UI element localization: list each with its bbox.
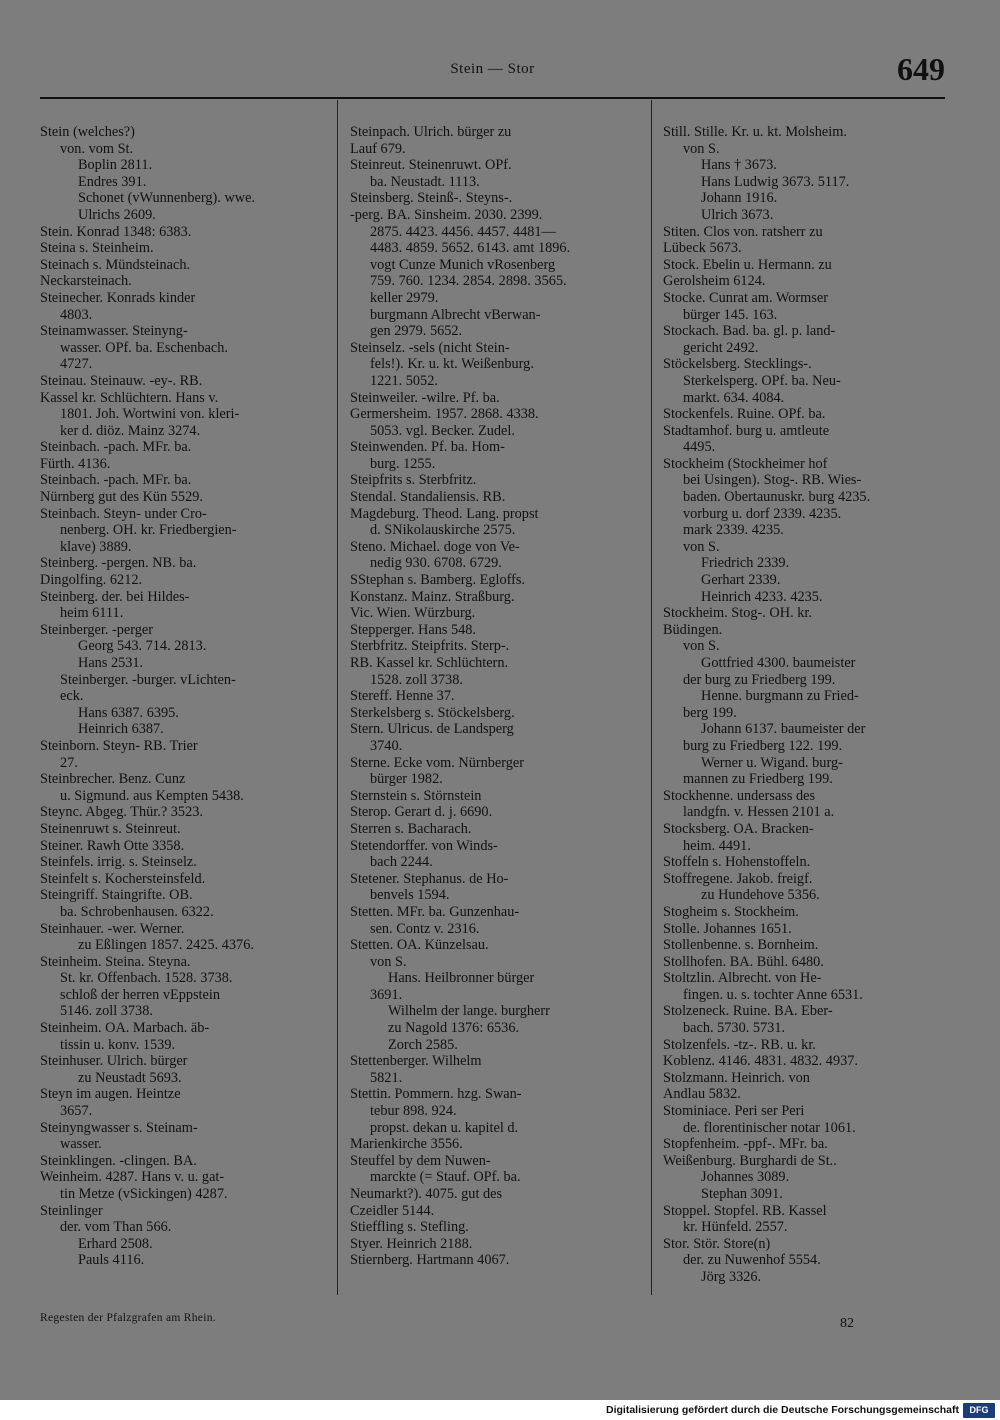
index-line: Steinenruwt s. Steinreut. [40, 820, 181, 837]
index-line: Heinrich 6387. [78, 721, 164, 738]
index-line: bei Usingen). Stog-. RB. Wies- [683, 472, 862, 489]
signature-mark: 82 [840, 1316, 854, 1331]
index-line: baden. Obertaunuskr. burg 4235. [683, 489, 871, 506]
index-line: 2875. 4423. 4456. 4457. 4481— [370, 223, 556, 240]
index-line: 1801. Joh. Wortwini von. kleri- [60, 406, 240, 423]
index-line: Stetten. OA. Künzelsau. [350, 937, 489, 954]
index-line: Johannes 3089. [701, 1169, 790, 1186]
index-line: Steinach s. Mündsteinach. [40, 256, 191, 273]
index-line: Endres 391. [78, 173, 147, 190]
index-line: Friedrich 2339. [701, 555, 790, 572]
index-line: 5821. [370, 1069, 403, 1086]
index-line: 759. 760. 1234. 2854. 2898. 3565. [370, 273, 567, 290]
index-line: Stetener. Stephanus. de Ho- [350, 870, 509, 887]
index-line: Gottfried 4300. baumeister [701, 655, 856, 671]
index-line: Styer. Heinrich 2188. [350, 1235, 473, 1252]
index-line: Boplin 2811. [78, 157, 153, 174]
index-line: Steinheim. Steina. Steyna. [40, 953, 191, 970]
index-line: Stocke. Cunrat am. Wormser [663, 289, 828, 306]
index-line: Stocksberg. OA. Bracken- [663, 820, 814, 837]
index-line: Ulrich 3673. [701, 206, 774, 223]
index-column-1 [40, 124, 323, 1269]
index-line: Germersheim. 1957. 2868. 4338. [350, 406, 539, 423]
credit-text: Digitalisierung gefördert durch die Deutsche Forschungsgemeinschaft [606, 1404, 959, 1416]
index-line: marckte (= Stauf. OPf. ba. [370, 1169, 521, 1186]
page-header [40, 51, 945, 95]
index-line: Steina s. Steinheim. [40, 240, 154, 257]
index-line: Steuffel by dem Nuwen- [350, 1152, 491, 1169]
index-line: Magdeburg. Theod. Lang. propst [350, 505, 539, 522]
index-line: 4483. 4859. 5652. 6143. amt 1896. [370, 240, 571, 257]
index-line: Wilhelm der lange. burgherr [388, 1003, 550, 1020]
index-line: Johann 1916. [701, 190, 778, 207]
index-line: Stettenberger. Wilhelm [350, 1053, 482, 1070]
index-line: Stieffling s. Stefling. [350, 1219, 469, 1236]
index-line: heim 6111. [60, 605, 124, 622]
footer-credit [600, 1403, 995, 1419]
index-line: der burg zu Friedberg 199. [683, 671, 836, 688]
index-line: Stern. Ulricus. de Landsperg [350, 721, 514, 738]
index-line: Dingolfing. 6212. [40, 572, 143, 589]
index-line: Steinfelt s. Kochersteinsfeld. [40, 870, 206, 887]
index-line: nedig 930. 6708. 6729. [370, 555, 502, 572]
index-line: Pauls 4116. [78, 1252, 145, 1269]
index-line: d. SNikolauskirche 2575. [370, 522, 516, 539]
index-column-3 [663, 124, 946, 1286]
index-line: fingen. u. s. tochter Anne 6531. [683, 986, 863, 1003]
index-line: -perg. BA. Sinsheim. 2030. 2399. [350, 206, 543, 223]
index-line: mannen zu Friedberg 199. [683, 771, 833, 788]
index-line: ker d. diöz. Mainz 3274. [60, 422, 201, 439]
index-line: de. florentinischer notar 1061. [683, 1119, 856, 1136]
index-line: Steinberg. der. bei Hildes- [40, 588, 190, 605]
dfg-logo-icon: DFG [963, 1403, 995, 1418]
index-line: Sterop. Gerart d. j. 6690. [350, 804, 493, 821]
index-line: Sterne. Ecke vom. Nürnberger [350, 754, 525, 771]
index-line: Steinecher. Konrads kinder [40, 289, 196, 306]
index-line: Stiernberg. Hartmann 4067. [350, 1252, 510, 1269]
index-line: Stominiace. Peri ser Peri [663, 1103, 805, 1120]
index-line: 1528. zoll 3738. [370, 671, 463, 688]
index-line: zu Eßlingen 1857. 2425. 4376. [78, 937, 254, 954]
index-line: Stor. Stör. Store(n) [663, 1235, 771, 1252]
index-line: Marienkirche 3556. [350, 1136, 463, 1153]
index-line: Still. Stille. Kr. u. kt. Molsheim. [663, 124, 847, 140]
index-line: wasser. OPf. ba. Eschenbach. [60, 339, 228, 356]
index-line: zu Neustadt 5693. [78, 1069, 182, 1086]
index-line: der. zu Nuwenhof 5554. [683, 1252, 821, 1269]
index-line: Sterren s. Bacharach. [350, 820, 472, 837]
index-line: Andlau 5832. [663, 1086, 741, 1103]
index-line: Neckarsteinach. [40, 273, 132, 290]
index-line: bürger 1982. [370, 771, 443, 788]
index-line: wasser. [60, 1136, 102, 1153]
index-line: mark 2339. 4235. [683, 522, 784, 539]
index-line: von S. [683, 638, 720, 655]
index-line: Steinberger. -perger [40, 621, 154, 638]
index-line: 3740. [370, 737, 403, 754]
index-line: keller 2979. [370, 289, 439, 306]
index-line: Steiner. Rawh Otte 3358. [40, 837, 185, 854]
index-line: Czeidler 5144. [350, 1202, 435, 1219]
index-line: tebur 898. 924. [370, 1103, 457, 1120]
index-line: Heinrich 4233. 4235. [701, 588, 823, 605]
index-line: Stoltzlin. Albrecht. von He- [663, 970, 822, 987]
header-rule [40, 97, 945, 99]
index-line: Neumarkt?). 4075. gut des [350, 1186, 503, 1202]
index-line: Stetten. MFr. ba. Gunzenhau- [350, 903, 520, 920]
index-line: Jörg 3326. [701, 1268, 762, 1285]
index-line: Stoffeln s. Hohenstoffeln. [663, 854, 811, 871]
index-line: Weißenburg. Burghardi de St.. [663, 1152, 837, 1169]
index-line: der. vom Than 566. [60, 1219, 172, 1236]
index-line: Steinklingen. -clingen. BA. [40, 1152, 197, 1169]
index-line: 5146. zoll 3738. [60, 1003, 153, 1020]
index-line: Weinheim. 4287. Hans v. u. gat- [40, 1169, 225, 1186]
index-line: Henne. burgmann zu Fried- [701, 688, 859, 705]
index-line: Fürth. 4136. [40, 455, 111, 472]
index-line: Gerhart 2339. [701, 572, 781, 589]
index-line: Stadtamhof. burg u. amtleute [663, 422, 830, 439]
index-line: Steync. Abgeg. Thür.? 3523. [40, 804, 203, 821]
index-line: Stolzeneck. Ruine. BA. Eber- [663, 1003, 833, 1020]
index-line: 27. [60, 754, 78, 771]
index-line: Stetendorffer. von Winds- [350, 837, 498, 854]
index-line: Stereff. Henne 37. [350, 688, 455, 705]
index-line: Vic. Wien. Würzburg. [350, 605, 476, 622]
index-line: Ulrichs 2609. [78, 206, 156, 223]
index-line: 3691. [370, 986, 403, 1003]
column-divider [651, 100, 652, 1295]
index-line: Hans Ludwig 3673. 5117. [701, 173, 850, 190]
index-line: Steyn im augen. Heintze [40, 1086, 181, 1103]
index-line: Stock. Ebelin u. Hermann. zu [663, 256, 832, 273]
index-line: ba. Schrobenhausen. 6322. [60, 903, 214, 920]
index-line: Stendal. Standaliensis. RB. [350, 489, 506, 506]
index-line: Steinau. Steinauw. -ey-. RB. [40, 372, 203, 389]
page-number: 649 [897, 51, 945, 87]
index-line: Hans. Heilbronner bürger [388, 970, 535, 987]
index-line: Sternstein s. Störnstein [350, 787, 482, 804]
index-line: Stettin. Pommern. hzg. Swan- [350, 1086, 522, 1103]
index-line: von S. [683, 140, 720, 157]
index-line: Stein. Konrad 1348: 6383. [40, 223, 192, 240]
index-line: Werner u. Wigand. burg- [701, 754, 843, 771]
index-line: Sterkelsperg. OPf. ba. Neu- [683, 372, 841, 389]
index-line: eck. [60, 688, 84, 705]
index-line: Konstanz. Mainz. Straßburg. [350, 588, 515, 605]
index-line: 4495. [683, 439, 716, 456]
index-line: Steno. Michael. doge von Ve- [350, 538, 520, 555]
index-line: St. kr. Offenbach. 1528. 3738. [60, 970, 233, 987]
index-line: Steinbrecher. Benz. Cunz [40, 771, 186, 788]
index-line: 1221. 5052. [370, 372, 438, 389]
index-line: Steinborn. Steyn- RB. Trier [40, 737, 198, 754]
index-line: Steinreut. Steinenruwt. OPf. [350, 157, 512, 174]
index-line: Büdingen. [663, 621, 723, 638]
index-line: landgfn. v. Hessen 2101 a. [683, 804, 835, 821]
index-line: burg zu Friedberg 122. 199. [683, 737, 843, 754]
index-line: bürger 145. 163. [683, 306, 778, 323]
index-line: 4803. [60, 306, 93, 323]
index-line: von S. [683, 538, 720, 555]
index-line: Stockheim. Stog-. OH. kr. [663, 605, 812, 622]
index-line: Steinbach. -pach. MFr. ba. [40, 472, 192, 489]
index-line: Steinweiler. -wilre. Pf. ba. [350, 389, 500, 406]
index-line: Georg 543. 714. 2813. [78, 638, 207, 655]
index-line: von. vom St. [60, 140, 134, 157]
index-line: Stollhofen. BA. Bühl. 6480. [663, 953, 824, 970]
index-line: heim. 4491. [683, 837, 751, 854]
index-line: Steinyngwasser s. Steinam- [40, 1119, 198, 1136]
index-line: Kassel kr. Schlüchtern. Hans v. [40, 389, 219, 406]
index-line: kr. Hünfeld. 2557. [683, 1219, 788, 1236]
index-line: Steinheim. OA. Marbach. äb- [40, 1020, 210, 1037]
index-line: Stogheim s. Stockheim. [663, 903, 799, 920]
index-line: schloß der herren vEppstein [60, 986, 220, 1003]
index-line: Steinselz. -sels (nicht Stein- [350, 339, 510, 356]
index-line: vogt Cunze Munich vRosenberg [370, 256, 556, 273]
index-line: gen 2979. 5652. [370, 323, 463, 340]
index-column-2 [350, 124, 633, 1269]
index-line: Hans 6387. 6395. [78, 704, 179, 721]
index-line: Sterbfritz. Steipfrits. Sterp-. [350, 638, 510, 655]
index-line: Stopfenheim. -ppf-. MFr. ba. [663, 1136, 828, 1153]
index-line: bach 2244. [370, 854, 433, 871]
index-line: Zorch 2585. [388, 1036, 458, 1053]
index-line: Steinpach. Ulrich. bürger zu [350, 124, 512, 140]
index-line: sen. Contz v. 2316. [370, 920, 480, 937]
column-divider [337, 100, 338, 1295]
index-line: vorburg u. dorf 2339. 4235. [683, 505, 842, 522]
index-line: burg. 1255. [370, 455, 436, 472]
index-line: markt. 634. 4084. [683, 389, 785, 406]
index-line: Stoppel. Stopfel. RB. Kassel [663, 1202, 827, 1219]
index-line: 3657. [60, 1103, 93, 1120]
index-line: von S. [370, 953, 407, 970]
index-line: Erhard 2508. [78, 1235, 153, 1252]
index-line: benvels 1594. [370, 887, 450, 904]
index-line: Stiten. Clos von. ratsherr zu [663, 223, 823, 240]
index-line: Steinberg. -pergen. NB. ba. [40, 555, 197, 572]
index-line: u. Sigmund. aus Kempten 5438. [60, 787, 244, 804]
index-line: Stolzmann. Heinrich. von [663, 1069, 810, 1086]
index-line: Hans 2531. [78, 655, 144, 671]
index-line: Nürnberg gut des Kün 5529. [40, 489, 203, 506]
index-line: Hans † 3673. [701, 157, 777, 174]
index-line: Sterkelsberg s. Stöckelsberg. [350, 704, 515, 721]
index-line: Steingriff. Staingrifte. OB. [40, 887, 193, 904]
index-line: klave) 3889. [60, 538, 132, 555]
index-line: Stockenfels. Ruine. OPf. ba. [663, 406, 826, 423]
index-line: RB. Kassel kr. Schlüchtern. [350, 655, 509, 671]
index-line: tin Metze (vSickingen) 4287. [60, 1186, 228, 1202]
index-line: gericht 2492. [683, 339, 759, 356]
index-line: Stoffregene. Jakob. freigf. [663, 870, 813, 887]
index-line: zu Nagold 1376: 6536. [388, 1020, 520, 1037]
index-line: Stockach. Bad. ba. gl. p. land- [663, 323, 836, 340]
index-line: Stockheim (Stockheimer hof [663, 455, 828, 472]
index-line: 4727. [60, 356, 93, 373]
index-line: Stepperger. Hans 548. [350, 621, 477, 638]
index-line: Lauf 679. [350, 140, 406, 157]
index-line: Koblenz. 4146. 4831. 4832. 4937. [663, 1053, 858, 1070]
index-line: Stolzenfels. -tz-. RB. u. kr. [663, 1036, 816, 1053]
index-line: Stockhenne. undersass des [663, 787, 816, 804]
index-line: Steinamwasser. Steinyng- [40, 323, 188, 340]
index-line: Steinhauer. -wer. Werner. [40, 920, 185, 937]
index-line: nenberg. OH. kr. Friedbergien- [60, 522, 237, 539]
index-line: SStephan s. Bamberg. Egloffs. [350, 572, 525, 589]
index-line: Schonet (vWunnenberg). wwe. [78, 190, 256, 207]
index-line: bach. 5730. 5731. [683, 1020, 786, 1037]
index-line: Stein (welches?) [40, 124, 135, 140]
index-line: Stephan 3091. [701, 1186, 783, 1202]
index-line: fels!). Kr. u. kt. Weißenburg. [370, 356, 534, 373]
index-line: Steinhuser. Ulrich. bürger [40, 1053, 188, 1070]
index-line: propst. dekan u. kapitel d. [370, 1119, 519, 1136]
index-line: Stöckelsberg. Stecklings-. [663, 356, 812, 373]
index-line: Steinwenden. Pf. ba. Hom- [350, 439, 505, 456]
index-line: Steipfrits s. Sterbfritz. [350, 472, 477, 489]
index-line: Steinberger. -burger. vLichten- [60, 671, 236, 688]
index-line: Lübeck 5673. [663, 240, 742, 257]
running-head: Stein — Stor [450, 61, 535, 77]
index-line: Gerolsheim 6124. [663, 273, 766, 290]
index-line: Steinfels. irrig. s. Steinselz. [40, 854, 197, 871]
index-line: Johann 6137. baumeister der [701, 721, 866, 738]
index-line: 5053. vgl. Becker. Zudel. [370, 422, 515, 439]
index-line: Steinbach. Steyn- under Cro- [40, 505, 207, 522]
index-line: Stollenbenne. s. Bornheim. [663, 937, 819, 954]
index-line: Steinsberg. Steinß-. Steyns-. [350, 190, 513, 207]
footnote: Regesten der Pfalzgrafen am Rhein. [40, 1312, 216, 1324]
index-line: Stolle. Johannes 1651. [663, 920, 792, 937]
index-line: zu Hundehove 5356. [701, 887, 820, 904]
index-line: ba. Neustadt. 1113. [370, 173, 480, 190]
index-line: burgmann Albrecht vBerwan- [370, 306, 541, 323]
index-line: berg 199. [683, 704, 737, 721]
index-line: Steinbach. -pach. MFr. ba. [40, 439, 192, 456]
index-line: Steinlinger [40, 1202, 103, 1219]
index-line: tissin u. konv. 1539. [60, 1036, 176, 1053]
